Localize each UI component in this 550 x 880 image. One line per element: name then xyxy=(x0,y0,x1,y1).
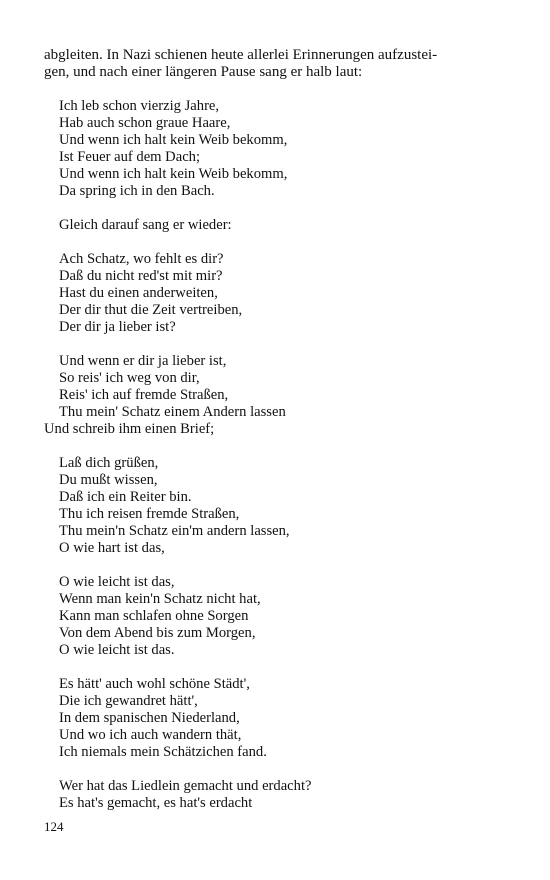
verse-line: Und wenn ich halt kein Weib bekomm, xyxy=(59,166,288,182)
verse-line: Die ich gewandret hätt', xyxy=(59,693,198,709)
verse-line: Und wo ich auch wandern thät, xyxy=(59,727,242,743)
verse-line: Du mußt wissen, xyxy=(59,472,158,488)
verse-line: Wer hat das Liedlein gemacht und erdacht? xyxy=(59,778,312,794)
verse-line: Hab auch schon graue Haare, xyxy=(59,115,231,131)
song-stanza xyxy=(44,353,514,438)
verse-line: Von dem Abend bis zum Morgen, xyxy=(59,625,256,641)
verse-line: Daß ich ein Reiter bin. xyxy=(59,489,192,505)
verse-line: Ist Feuer auf dem Dach; xyxy=(59,149,201,165)
stanza-gap xyxy=(44,200,514,217)
stanza-gap xyxy=(44,761,514,778)
verse-line: In dem spanischen Niederland, xyxy=(59,710,240,726)
verse-line: O wie leicht ist das. xyxy=(59,642,175,658)
song-stanza xyxy=(44,778,514,812)
verse-line: Thu mein'n Schatz ein'm andern lassen, xyxy=(59,523,290,539)
song-stanza xyxy=(44,251,514,336)
verse-line: Hast du einen anderweiten, xyxy=(59,285,218,301)
verse-line: Ach Schatz, wo fehlt es dir? xyxy=(59,251,224,267)
interlude-line: Gleich darauf sang er wieder: xyxy=(59,217,232,233)
song-stanza xyxy=(44,98,514,200)
verse-line: O wie leicht ist das, xyxy=(59,574,175,590)
verse-line: Es hat's gemacht, es hat's erdacht xyxy=(59,795,253,811)
verse-line: Ich niemals mein Schätzichen fand. xyxy=(59,744,267,760)
verse-line: O wie hart ist das, xyxy=(59,540,165,556)
verse-line: Der dir thut die Zeit vertreiben, xyxy=(59,302,243,318)
verse-line: Und schreib ihm einen Brief; xyxy=(44,421,215,437)
page-number: 124 xyxy=(44,819,64,834)
verse-line: Und wenn er dir ja lieber ist, xyxy=(59,353,227,369)
verse-line: Thu mein' Schatz einem Andern lassen xyxy=(59,404,286,420)
verse-line: So reis' ich weg von dir, xyxy=(59,370,200,386)
song-stanza xyxy=(44,574,514,659)
stanza-gap xyxy=(44,81,514,98)
page-body xyxy=(44,47,514,812)
verse-line: Da spring ich in den Bach. xyxy=(59,183,215,199)
verse-line: Der dir ja lieber ist? xyxy=(59,319,176,335)
prose-line: gen, und nach einer längeren Pause sang er halb laut: xyxy=(44,64,363,80)
verse-line: Ich leb schon vierzig Jahre, xyxy=(59,98,220,114)
verse-line: Laß dich grüßen, xyxy=(59,455,159,471)
verse-line: Und wenn ich halt kein Weib bekomm, xyxy=(59,132,288,148)
verse-line: Kann man schlafen ohne Sorgen xyxy=(59,608,249,624)
stanza-gap xyxy=(44,438,514,455)
song-stanza xyxy=(44,676,514,761)
verse-line: Thu ich reisen fremde Straßen, xyxy=(59,506,240,522)
stanza-gap xyxy=(44,557,514,574)
stanza-gap xyxy=(44,234,514,251)
stanza-gap xyxy=(44,336,514,353)
verse-line: Reis' ich auf fremde Straßen, xyxy=(59,387,229,403)
prose-line: abgleiten. In Nazi schienen heute allerlei Erinnerungen aufzustei- xyxy=(44,47,438,63)
verse-line: Es hätt' auch wohl schöne Städt', xyxy=(59,676,250,692)
stanza-gap xyxy=(44,659,514,676)
song-stanza xyxy=(44,455,514,557)
verse-line: Daß du nicht red'st mit mir? xyxy=(59,268,223,284)
verse-line: Wenn man kein'n Schatz nicht hat, xyxy=(59,591,261,607)
